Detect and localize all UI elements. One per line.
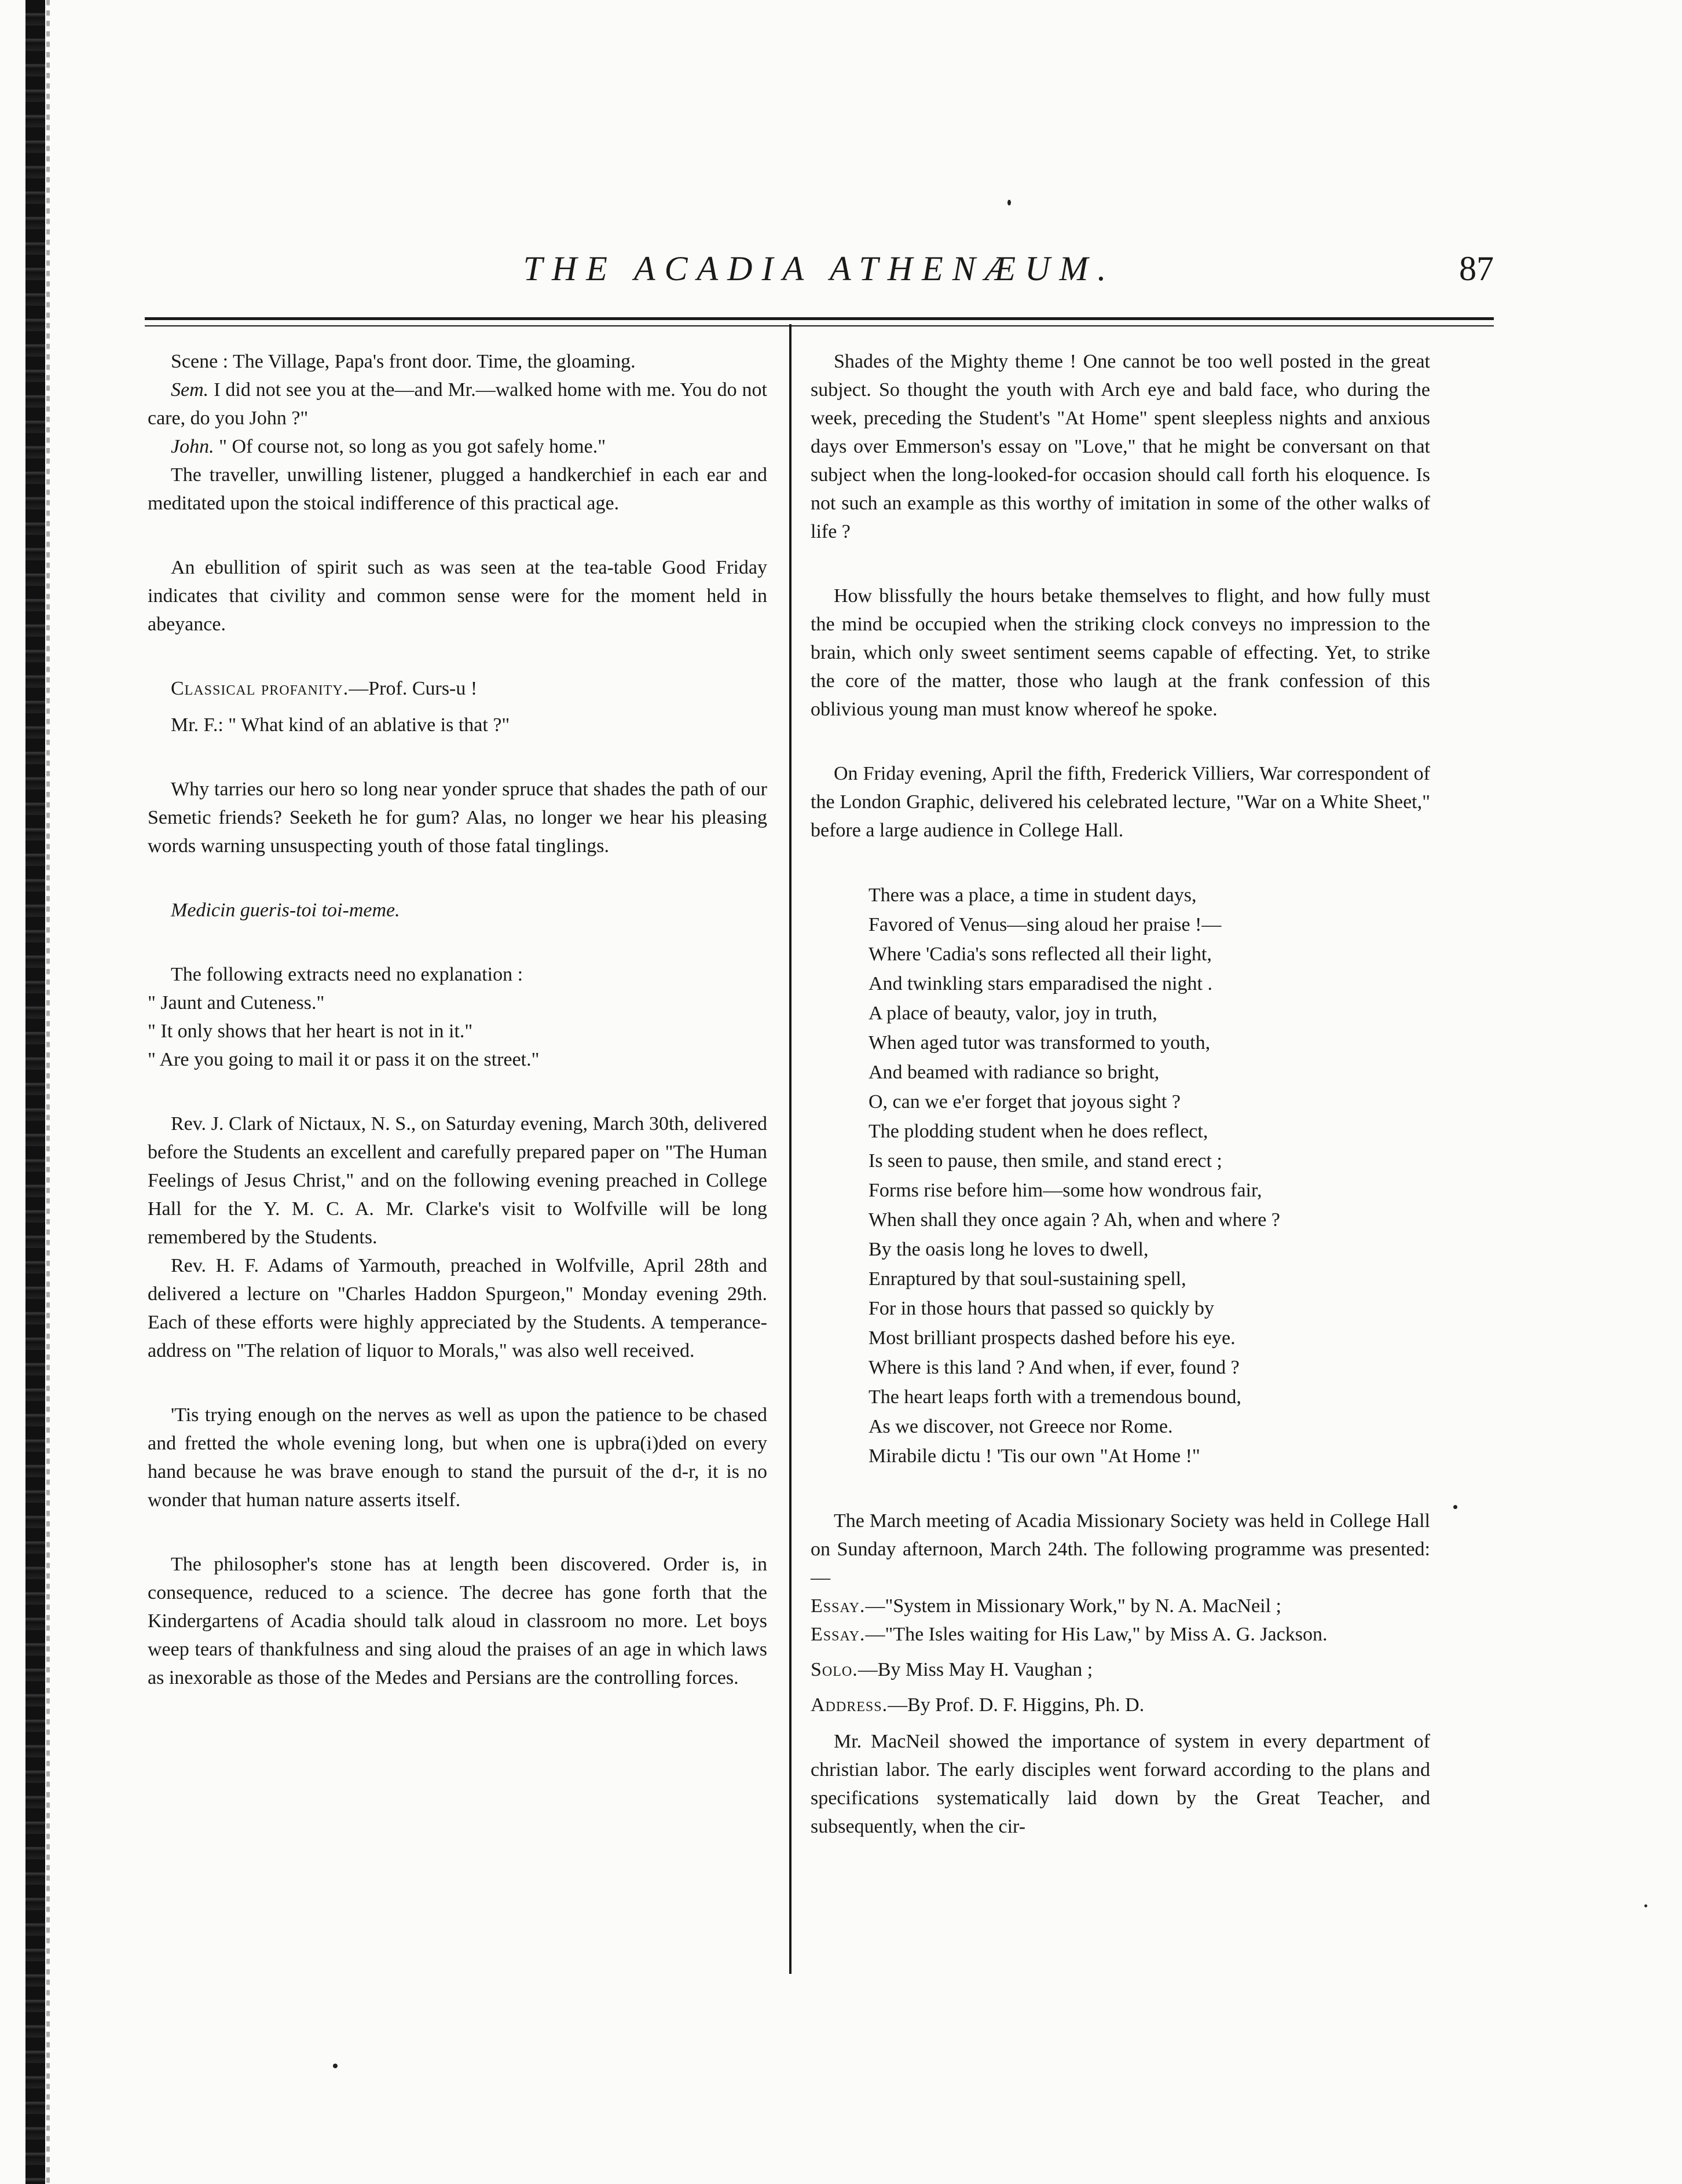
poem	[869, 880, 1430, 1471]
paragraph: The March meeting of Acadia Missionary Society was held in College Hall on Sunday afternoon, March 24th. The following programme was presented:—	[811, 1510, 1430, 1588]
poem-line: Where is this land ? And when, if ever, found ?	[869, 1357, 1240, 1378]
programme-entry	[811, 1592, 1430, 1620]
paragraph: On Friday evening, April the fifth, Frederick Villiers, War correspondent of the London Graphic, delivered his celebrated lecture, "War on a White Sheet," before a large audience in College Hall.	[811, 763, 1430, 841]
programme-text: —By Prof. D. F. Higgins, Ph. D.	[888, 1694, 1145, 1716]
trying-item	[148, 1401, 767, 1514]
programme-label: Solo.	[811, 1659, 858, 1680]
scene-line	[148, 376, 767, 432]
poem-line: The heart leaps forth with a tremendous bound,	[869, 1386, 1241, 1408]
poem-line: As we discover, not Greece nor Rome.	[869, 1416, 1173, 1437]
poem-line: Is seen to pause, then smile, and stand erect ;	[869, 1150, 1222, 1172]
paragraph: Why tarries our hero so long near yonder spruce that shades the path of our Semetic friends? Seeketh he for gum? Alas, no longer we hear his pleasing words warning unsuspecting youth of those fatal tinglings.	[148, 779, 767, 857]
programme-label: Essay.	[811, 1624, 866, 1645]
binding-edge	[25, 0, 45, 2184]
page-header	[145, 249, 1494, 313]
poem-line: Enraptured by that soul-sustaining spell,	[869, 1268, 1186, 1290]
profanity-item	[148, 674, 767, 739]
hours-item	[811, 582, 1430, 724]
shades-item	[811, 347, 1430, 546]
running-title: THE ACADIA ATHENÆUM.	[523, 249, 1116, 288]
dialogue: I did not see you at the—and Mr.—walked home with me. You do not care, do you John ?"	[148, 379, 767, 429]
paragraph: Mr. MacNeil showed the importance of system in every department of christian labor. The early disciples went forward according to the plans and specifications systematically laid down by the Great Teacher, and subsequently, when the cir-	[811, 1731, 1430, 1837]
programme-text: —"The Isles waiting for His Law," by Miss A. G. Jackson.	[865, 1624, 1328, 1645]
scene-setting: Scene : The Village, Papa's front door. Time, the gloaming.	[171, 351, 636, 372]
paragraph: An ebullition of spirit such as was seen at the tea-table Good Friday indicates that civility and common sense were for the moment held in abeyance.	[148, 557, 767, 635]
poem-line: O, can we e'er forget that joyous sight ?	[869, 1091, 1181, 1113]
poem-line: Mirabile dictu ! 'Tis our own "At Home !"	[869, 1445, 1200, 1467]
programme-label: Address.	[811, 1694, 888, 1716]
print-speck	[1453, 1505, 1457, 1509]
programme-text: —"System in Missionary Work," by N. A. MacNeil ;	[865, 1595, 1281, 1617]
poem-line: Most brilliant prospects dashed before his eye.	[869, 1327, 1236, 1349]
poem-line: By the oasis long he loves to dwell,	[869, 1239, 1149, 1260]
header-rule-top	[145, 317, 1494, 320]
clark-item	[148, 1110, 767, 1365]
ebullition-item	[148, 553, 767, 638]
hero-item	[148, 775, 767, 860]
extracts-item	[148, 960, 767, 1074]
binding-shadow	[46, 0, 50, 2184]
profanity-line	[148, 674, 767, 703]
dialogue: " Of course not, so long as you got safely home."	[219, 436, 606, 457]
paragraph: —Prof. Curs-u !	[349, 678, 478, 699]
poem-line: And twinkling stars emparadised the night .	[869, 973, 1212, 994]
column-divider	[789, 324, 791, 1974]
missionary-item	[811, 1507, 1430, 1841]
scene-narration: The traveller, unwilling listener, plugged a handkerchief in each ear and meditated upon the stoical indifference of this practical age.	[148, 464, 767, 514]
poem-line: When aged tutor was transformed to youth,	[869, 1032, 1211, 1054]
right-column	[811, 347, 1430, 1841]
section-heading: Classical profanity.	[171, 678, 349, 699]
speaker: Sem.	[171, 379, 209, 401]
speaker: John.	[171, 436, 214, 457]
scene-line	[148, 432, 767, 461]
poem-line: A place of beauty, valor, joy in truth,	[869, 1003, 1157, 1024]
page-number: 87	[1459, 249, 1494, 288]
poem-line: And beamed with radiance so bright,	[869, 1062, 1160, 1083]
quote-line: " It only shows that her heart is not in it."	[148, 1021, 473, 1042]
paragraph: Mr. F.: " What kind of an ablative is that ?"	[171, 714, 510, 736]
villiers-item	[811, 759, 1430, 845]
left-column	[148, 347, 767, 1728]
programme-entry	[811, 1691, 1430, 1719]
poem-line: Where 'Cadia's sons reflected all their light,	[869, 944, 1212, 965]
medicin-item	[148, 896, 767, 924]
print-speck	[1644, 1904, 1647, 1907]
programme-entry	[811, 1620, 1430, 1649]
paragraph: Medicin gueris-toi toi-meme.	[171, 900, 400, 921]
paragraph: Shades of the Mighty theme ! One cannot be too well posted in the great subject. So thought the youth with Arch eye and bald face, who during the week, preceding the Student's "At Home" spent sleepless nights and anxious days over Emmerson's essay on "Love," that he might be conversant on that subject when the long-looked-for occasion should call forth his eloquence. Is not such an example as this worthy of imitation in some of the other walks of life ?	[811, 351, 1430, 542]
poem-line: There was a place, a time in student days,	[869, 884, 1197, 906]
poem-line: The plodding student when he does reflect,	[869, 1121, 1208, 1142]
paragraph: 'Tis trying enough on the nerves as well as upon the patience to be chased and fretted the whole evening long, but when one is upbra(i)ded on every hand because he was brave enough to stand the pursuit of the d-r, it is no wonder that human nature asserts itself.	[148, 1404, 767, 1511]
philosopher-item	[148, 1550, 767, 1692]
paragraph: The following extracts need no explanation :	[171, 964, 523, 985]
scene-item	[148, 347, 767, 517]
quote-line: " Jaunt and Cuteness."	[148, 992, 325, 1014]
paragraph: The philosopher's stone has at length been discovered. Order is, in consequence, reduced to a science. The decree has gone forth that the Kindergartens of Acadia should talk aloud in classroom no more. Let boys weep tears of thankfulness and sing aloud the praises of an age in which laws as inexorable as those of the Medes and Persians are the controlling forces.	[148, 1554, 767, 1689]
poem-line: Forms rise before him—some how wondrous fair,	[869, 1180, 1262, 1201]
print-speck	[1007, 200, 1011, 205]
header-rule-bottom	[145, 325, 1494, 326]
paragraph: Rev. H. F. Adams of Yarmouth, preached in Wolfville, April 28th and delivered a lecture on "Charles Haddon Spurgeon," Monday evening 29th. Each of these efforts were highly appreciated by the Students. A temperance-address on "The relation of liquor to Morals," was also well received.	[148, 1255, 767, 1361]
poem-line: When shall they once again ? Ah, when and where ?	[869, 1209, 1280, 1231]
paragraph: How blissfully the hours betake themselves to flight, and how fully must the mind be occupied when the striking clock conveys no impression to the brain, which only sweet sentiment seems capable of effecting. Yet, to strike the core of the matter, those who laugh at the frank confession of this oblivious young man must know whereof he spoke.	[811, 585, 1430, 720]
programme-label: Essay.	[811, 1595, 866, 1617]
quote-line: " Are you going to mail it or pass it on the street."	[148, 1049, 540, 1070]
poem-line: Favored of Venus—sing aloud her praise !—	[869, 914, 1222, 935]
programme-text: —By Miss May H. Vaughan ;	[858, 1659, 1093, 1680]
programme-entry	[811, 1656, 1430, 1684]
paragraph: Rev. J. Clark of Nictaux, N. S., on Saturday evening, March 30th, delivered before the Students an excellent and carefully prepared paper on "The Human Feelings of Jesus Christ," and on the following evening preached in College Hall for the Y. M. C. A. Mr. Clarke's visit to Wolfville will be long remembered by the Students.	[148, 1113, 767, 1248]
print-speck	[333, 2064, 338, 2068]
poem-line: For in those hours that passed so quickly by	[869, 1298, 1214, 1319]
